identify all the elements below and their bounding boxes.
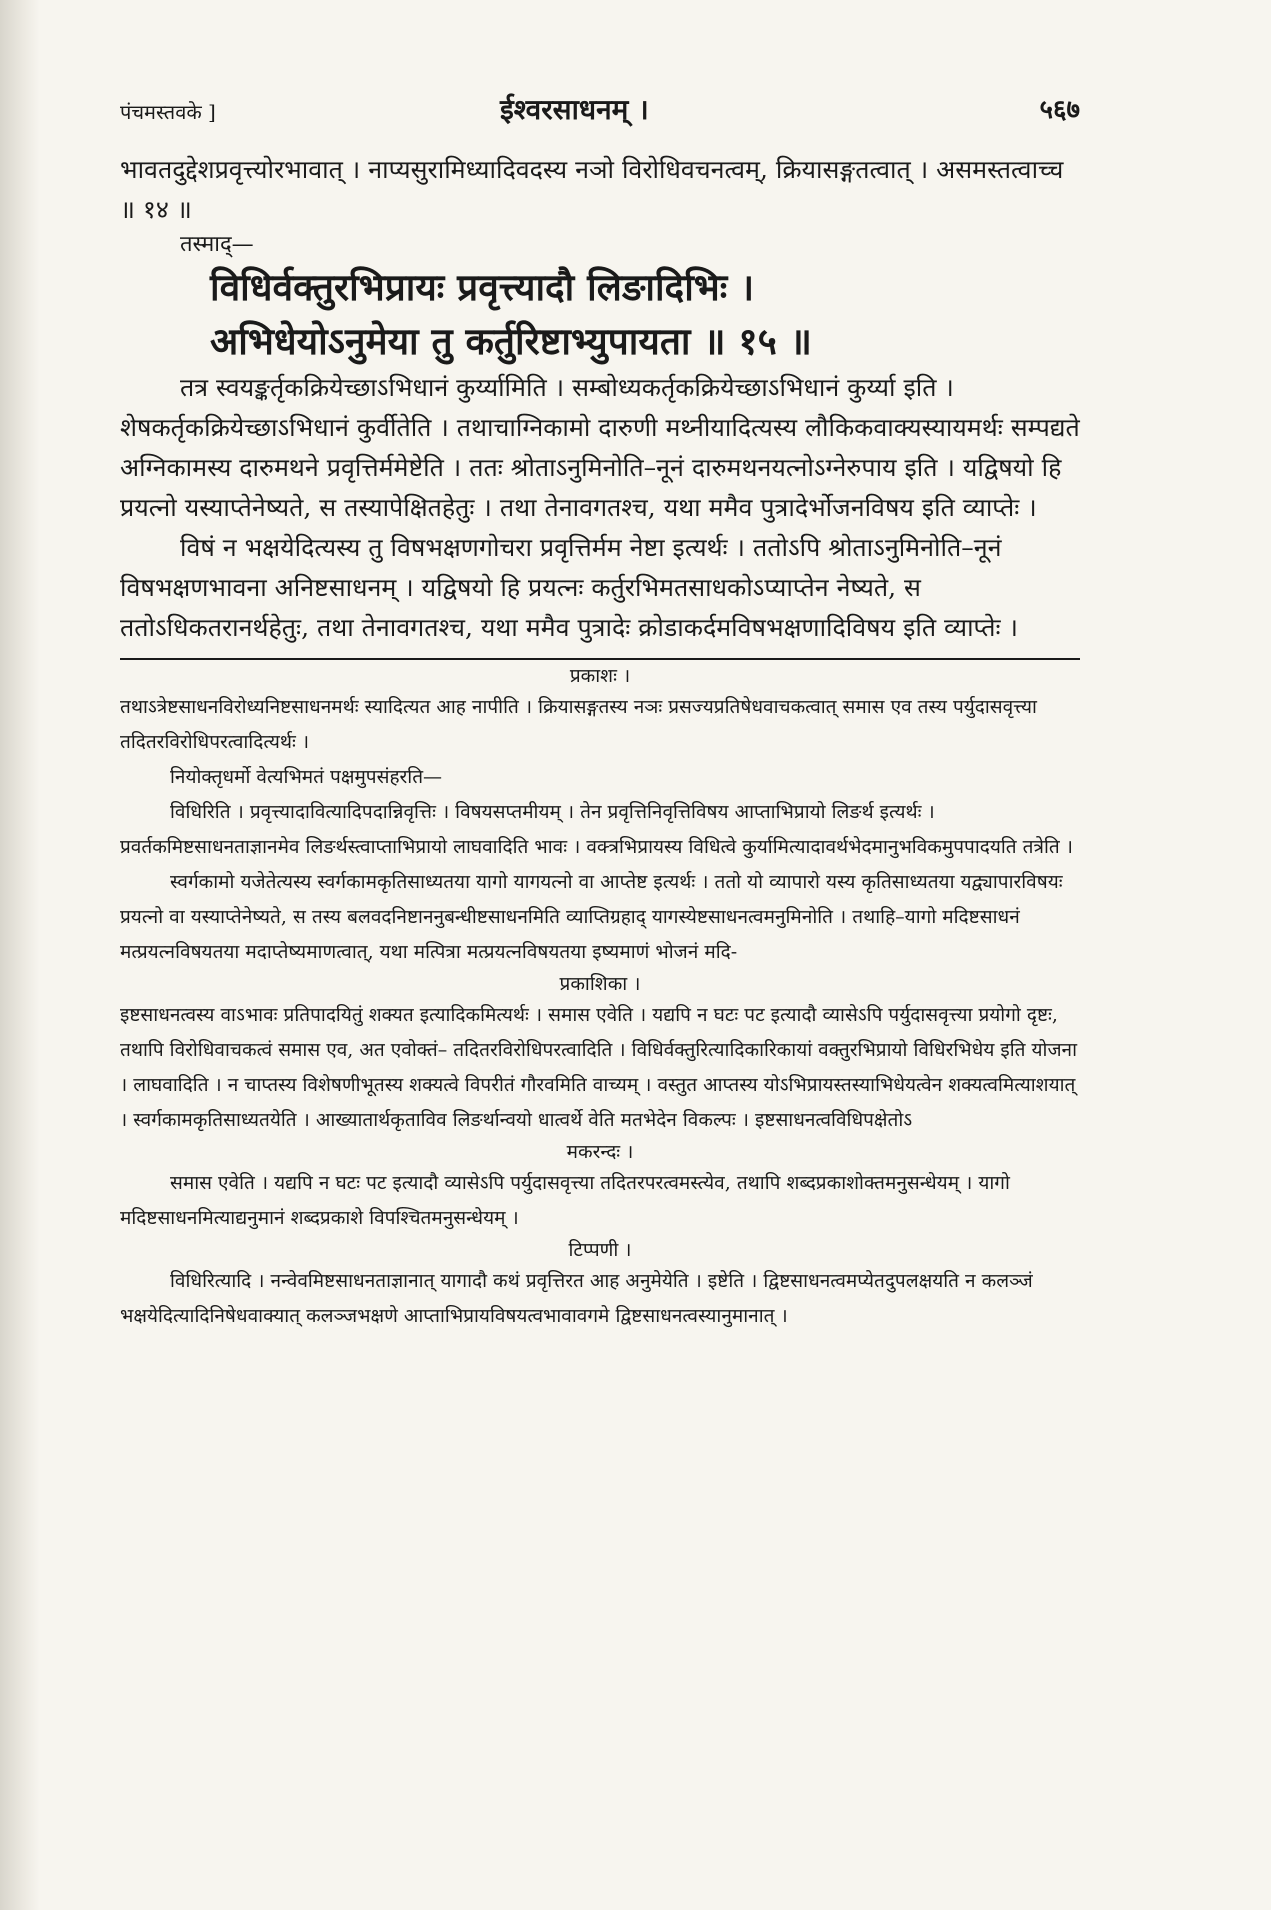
main-paragraph-1: तत्र स्वयङ्कर्तृकक्रियेच्छाऽभिधानं कुर्य्यामिति । सम्बोध्यकर्तृकक्रियेच्छाऽभिधानं कुर्य्या इति । शेषकर्तृकक्रियेच्छाऽभिधानं कुर्वीतेति । तथाचाग्निकामो दारुणी मथ्नीयादित्यस्य लौकिकवाक्यस्यायमर्थः सम्पद्यते अग्निकामस्य दारुमथने प्रवृत्तिर्ममेष्टेति । ततः श्रोताऽनुमिनोति–नूनं दारुमथनयत्नोऽग्नेरुपाय इति । यद्विषयो हि प्रयत्नो यस्याप्तेनेष्यते, स तस्यापेक्षितहेतुः । तथा तेनावगतश्च, यथा ममैव पुत्रादेर्भोजनविषय इति व्याप्तेः । (120, 373, 1080, 522)
prakasha-title: प्रकाशः । (569, 665, 631, 687)
prakashika-paragraph: इष्टसाधनत्वस्य वाऽभावः प्रतिपादयितुं शक्यत इत्यादिकमित्यर्थः । समास एवेति । यद्यपि न घटः पट इत्यादौ व्यासेऽपि पर्युदासवृत्त्या प्रयोगो दृष्टः, तथापि विरोधिवाचकत्वं समास एव, अत एवोक्तं– तदितरविरोधिपरत्वादिति । विधिर्वक्तुरित्यादिकारिकायां वक्तुरभिप्रायो विधिरभिधेय इति योजना । लाघवादिति । न चाप्तस्य विशेषणीभूतस्य शक्यत्वे विपरीतं गौरवमिति वाच्यम् । वस्तुत आप्तस्य योऽभिप्रायस्तस्याभिधेयत्वेन शक्यत्वमित्याशयात् । स्वर्गकामकृतिसाध्यतयेति । आख्यातार्थकृताविव लिङर्थान्वयो धात्वर्थे वेति मतभेदेन विकल्पः । इष्टसाधनत्वविधिपक्षेतोऽ (120, 1004, 1078, 1131)
main-paragraph-2: विषं न भक्षयेदित्यस्य तु विषभक्षणगोचरा प्रवृत्तिर्मम नेष्टा इत्यर्थः । ततोऽपि श्रोताऽनुमिनोति–नूनं विषभक्षणभावना अनिष्टसाधनम् । यद्विषयो हि प्रयत्नः कर्तुरभिमतसाधकोऽप्याप्तेन नेष्यते, स ततोऽधिकतरानर्थहेतुः, तथा तेनावगतश्च, यथा ममैव पुत्रादेः क्रोडाकर्दमविषभक्षणादिविषय इति व्याप्तेः । (120, 533, 1018, 642)
prakasha-paragraph-1: तथाऽत्रेष्टसाधनविरोध्यनिष्टसाधनमर्थः स्यादित्यत आह नापीति । क्रियासङ्गतस्य नञः प्रसज्यप्रतिषेधवाचकत्वात् समास एव तस्य पर्युदासवृत्त्या तदितरविरोधिपरत्वादित्यर्थः । (120, 696, 1037, 753)
makaranda-paragraph: समास एवेति । यद्यपि न घटः पट इत्यादौ व्यासेऽपि पर्युदासवृत्त्या तदितरपरत्वमस्त्येव, तथापि शब्दप्रकाशोक्तमनुसन्धेयम् । यागो मदिष्टसाधनमित्याद्यनुमानं शब्दप्रकाशे विपश्चितमनुसन्धेयम् । (120, 1172, 1010, 1229)
page-title: ईश्वरसाधनम् । (500, 93, 649, 126)
tippani-title: टिप्पणी । (568, 1239, 632, 1261)
tasmat-line: तस्माद्— (180, 232, 254, 257)
page-header (120, 90, 1120, 130)
intro-paragraph: भावतदुद्देशप्रवृत्त्योरभावात् । नाप्यसुरामिध्यादिवदस्य नञो विरोधिवचनत्वम्, क्रियासङ्गतत्वात् । असमस्तत्वाच्च ॥ १४ ॥ (120, 155, 1064, 224)
main-text (120, 150, 1080, 1334)
prakasha-paragraph-3: विधिरिति । प्रवृत्त्यादावित्यादिपदान्निवृत्तिः । विषयसप्तमीयम् । तेन प्रवृत्तिनिवृत्तिविषय आप्ताभिप्रायो लिङर्थ इत्यर्थः । प्रवर्तकमिष्टसाधनताज्ञानमेव लिङर्थस्त्वाप्ताभिप्रायो लाघवादिति भावः । वक्त्रभिप्रायस्य विधित्वे कुर्यामित्यादावर्थभेदमानुभविकमुपपादयति तत्रेति । (120, 801, 1073, 858)
prakashika-title: प्रकाशिका । (559, 973, 641, 995)
chapter-label: पंचमस्तवके ] (120, 100, 216, 124)
separator-rule (120, 658, 1080, 660)
makaranda-title: मकरन्दः । (566, 1141, 634, 1163)
prakasha-paragraph-4: स्वर्गकामो यजेतेत्यस्य स्वर्गकामकृतिसाध्यतया यागो यागयत्नो वा आप्तेष्ट इत्यर्थः । ततो यो व्यापारो यस्य कृतिसाध्यतया यद्व्यापारविषयः प्रयत्नो वा यस्याप्तेनेष्यते, स तस्य बलवदनिष्टाननुबन्धीष्टसाधनमिति व्याप्तिग्रहाद् यागस्येष्टसाधनत्वमनुमिनोति । तथाहि–यागो मदिष्टसाधनं मत्प्रयत्नविषयतया मदाप्तेष्यमाणत्वात्, यथा मत्पित्रा मत्प्रयत्नविषयतया इष्यमाणं भोजनं मदि- (120, 871, 1063, 963)
page-number: ५६७ (1039, 95, 1080, 125)
verse-line-1: विधिर्वक्तुरभिप्रायः प्रवृत्त्यादौ लिङादिभिः । (210, 265, 755, 309)
tippani-paragraph: विधिरित्यादि । नन्वेवमिष्टसाधनताज्ञानात् यागादौ कथं प्रवृत्तिरत आह अनुमेयेति । इष्टेति । द्विष्टसाधनत्वमप्येतदुपलक्षयति न कलञ्जं भक्षयेदित्यादिनिषेधवाक्यात् कलञ्जभक्षणे आप्ताभिप्रायविषयत्वभावावगमे द्विष्टसाधनत्वस्यानुमानात् । (120, 1270, 1033, 1327)
verse-line-2: अभिधेयोऽनुमेया तु कर्तुरिष्टाभ्युपायता ॥ १५ ॥ (210, 319, 812, 363)
prakasha-paragraph-2: नियोक्तृधर्मो वेत्यभिमतं पक्षमुपसंहरति— (170, 766, 443, 788)
book-binding-edge (0, 0, 40, 1910)
